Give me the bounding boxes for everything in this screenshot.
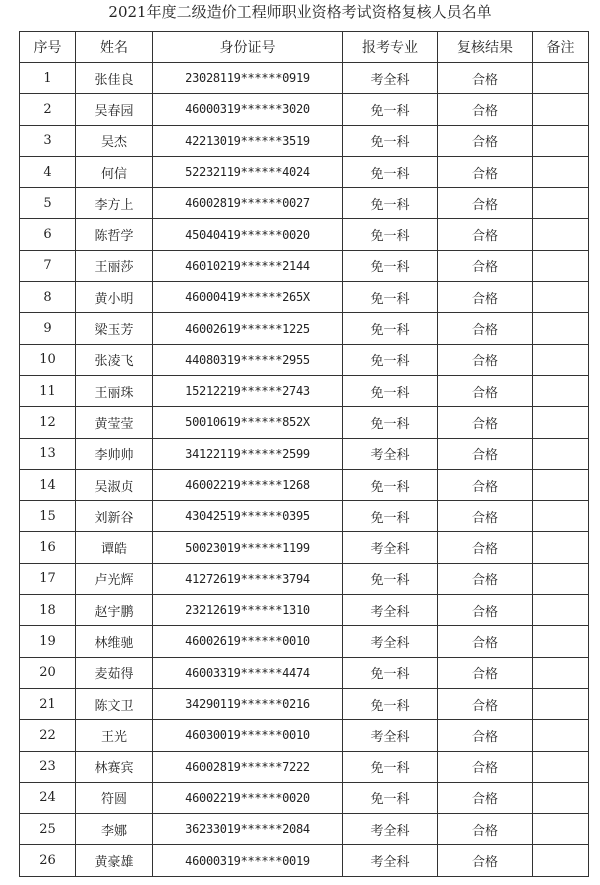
cell-remarks [533,156,589,187]
cell-index: 6 [20,219,76,250]
table-row [20,156,589,187]
cell-name: 吴春园 [76,94,153,125]
table-row [20,188,589,219]
table-row [20,688,589,719]
cell-review-result: 合格 [438,469,533,500]
cell-name: 黄小明 [76,282,153,313]
table-row [20,782,589,813]
cell-name: 王光 [76,720,153,751]
cell-remarks [533,469,589,500]
cell-id-number: 41272619******3794 [153,563,343,594]
cell-index: 10 [20,344,76,375]
cell-exam-type: 免一科 [343,188,438,219]
cell-remarks [533,751,589,782]
cell-name: 吴淑贞 [76,469,153,500]
cell-name: 谭皓 [76,532,153,563]
cell-name: 李帅帅 [76,438,153,469]
cell-review-result: 合格 [438,720,533,751]
cell-exam-type: 免一科 [343,657,438,688]
cell-index: 25 [20,814,76,845]
cell-id-number: 50010619******852X [153,407,343,438]
cell-name: 李娜 [76,814,153,845]
cell-exam-type: 免一科 [343,94,438,125]
cell-index: 17 [20,563,76,594]
cell-id-number: 46002219******1268 [153,469,343,500]
cell-id-number: 34290119******0216 [153,688,343,719]
cell-name: 符圆 [76,782,153,813]
cell-index: 11 [20,375,76,406]
cell-name: 梁玉芳 [76,313,153,344]
table-row [20,94,589,125]
cell-review-result: 合格 [438,375,533,406]
table-row [20,125,589,156]
header-index: 序号 [20,32,76,63]
cell-index: 5 [20,188,76,219]
cell-review-result: 合格 [438,156,533,187]
cell-remarks [533,501,589,532]
cell-exam-type: 考全科 [343,532,438,563]
cell-review-result: 合格 [438,94,533,125]
cell-review-result: 合格 [438,344,533,375]
cell-review-result: 合格 [438,438,533,469]
cell-remarks [533,188,589,219]
cell-review-result: 合格 [438,782,533,813]
document-title: 2021年度二级造价工程师职业资格考试资格复核人员名单 [108,3,492,21]
cell-index: 2 [20,94,76,125]
cell-name: 卢光辉 [76,563,153,594]
cell-id-number: 45040419******0020 [153,219,343,250]
cell-name: 麦茹得 [76,657,153,688]
cell-review-result: 合格 [438,313,533,344]
cell-id-number: 23212619******1310 [153,595,343,626]
cell-index: 20 [20,657,76,688]
cell-id-number: 46002819******7222 [153,751,343,782]
cell-id-number: 46000319******0019 [153,845,343,876]
cell-name: 李方上 [76,188,153,219]
cell-id-number: 46030019******0010 [153,720,343,751]
cell-remarks [533,595,589,626]
cell-index: 14 [20,469,76,500]
cell-id-number: 46003319******4474 [153,657,343,688]
cell-exam-type: 免一科 [343,219,438,250]
cell-id-number: 34122119******2599 [153,438,343,469]
cell-review-result: 合格 [438,63,533,94]
cell-exam-type: 免一科 [343,469,438,500]
table-row [20,595,589,626]
cell-remarks [533,63,589,94]
cell-remarks [533,125,589,156]
cell-exam-type: 考全科 [343,595,438,626]
table-row [20,720,589,751]
cell-remarks [533,657,589,688]
cell-review-result: 合格 [438,250,533,281]
cell-name: 吴杰 [76,125,153,156]
cell-index: 4 [20,156,76,187]
cell-exam-type: 免一科 [343,250,438,281]
cell-id-number: 46002619******1225 [153,313,343,344]
cell-exam-type: 考全科 [343,720,438,751]
cell-remarks [533,688,589,719]
cell-index: 8 [20,282,76,313]
cell-name: 何信 [76,156,153,187]
cell-id-number: 46010219******2144 [153,250,343,281]
table-row [20,845,589,876]
cell-review-result: 合格 [438,688,533,719]
cell-index: 21 [20,688,76,719]
cell-review-result: 合格 [438,219,533,250]
table-row [20,250,589,281]
cell-exam-type: 免一科 [343,751,438,782]
cell-name: 刘新谷 [76,501,153,532]
cell-index: 3 [20,125,76,156]
review-list-table [19,31,589,877]
cell-name: 陈哲学 [76,219,153,250]
table-row [20,532,589,563]
cell-exam-type: 免一科 [343,688,438,719]
cell-remarks [533,782,589,813]
table-row [20,63,589,94]
cell-exam-type: 免一科 [343,501,438,532]
cell-exam-type: 免一科 [343,125,438,156]
cell-index: 13 [20,438,76,469]
table-header-row [20,32,589,63]
cell-review-result: 合格 [438,501,533,532]
cell-name: 黄豪雄 [76,845,153,876]
cell-exam-type: 考全科 [343,626,438,657]
cell-name: 陈文卫 [76,688,153,719]
cell-exam-type: 免一科 [343,563,438,594]
cell-remarks [533,626,589,657]
cell-remarks [533,407,589,438]
table-row [20,469,589,500]
cell-id-number: 46002819******0027 [153,188,343,219]
cell-index: 26 [20,845,76,876]
cell-index: 7 [20,250,76,281]
cell-index: 22 [20,720,76,751]
cell-index: 23 [20,751,76,782]
cell-id-number: 46000319******3020 [153,94,343,125]
cell-review-result: 合格 [438,595,533,626]
cell-exam-type: 考全科 [343,63,438,94]
cell-review-result: 合格 [438,845,533,876]
cell-exam-type: 免一科 [343,407,438,438]
cell-remarks [533,720,589,751]
table-row [20,219,589,250]
cell-id-number: 42213019******3519 [153,125,343,156]
header-review-result: 复核结果 [438,32,533,63]
cell-id-number: 36233019******2084 [153,814,343,845]
cell-id-number: 46002619******0010 [153,626,343,657]
cell-id-number: 50023019******1199 [153,532,343,563]
cell-review-result: 合格 [438,751,533,782]
cell-name: 张佳良 [76,63,153,94]
table-row [20,563,589,594]
cell-remarks [533,282,589,313]
cell-review-result: 合格 [438,657,533,688]
cell-index: 19 [20,626,76,657]
header-remarks: 备注 [533,32,589,63]
table-row [20,501,589,532]
cell-id-number: 52232119******4024 [153,156,343,187]
cell-index: 24 [20,782,76,813]
cell-remarks [533,375,589,406]
cell-exam-type: 免一科 [343,282,438,313]
cell-id-number: 43042519******0395 [153,501,343,532]
cell-name: 黄莹莹 [76,407,153,438]
cell-remarks [533,532,589,563]
table-row [20,375,589,406]
cell-id-number: 46000419******265X [153,282,343,313]
cell-id-number: 15212219******2743 [153,375,343,406]
cell-remarks [533,344,589,375]
table-row [20,751,589,782]
cell-id-number: 46002219******0020 [153,782,343,813]
cell-review-result: 合格 [438,407,533,438]
cell-review-result: 合格 [438,626,533,657]
table-row [20,313,589,344]
cell-exam-type: 考全科 [343,845,438,876]
cell-name: 林赛宾 [76,751,153,782]
cell-name: 王丽莎 [76,250,153,281]
header-id-number: 身份证号 [153,32,343,63]
cell-review-result: 合格 [438,563,533,594]
cell-name: 王丽珠 [76,375,153,406]
cell-review-result: 合格 [438,282,533,313]
cell-index: 15 [20,501,76,532]
cell-index: 12 [20,407,76,438]
cell-review-result: 合格 [438,532,533,563]
cell-exam-type: 免一科 [343,313,438,344]
cell-review-result: 合格 [438,188,533,219]
cell-index: 9 [20,313,76,344]
cell-name: 赵宇鹏 [76,595,153,626]
cell-remarks [533,313,589,344]
cell-remarks [533,219,589,250]
cell-exam-type: 考全科 [343,438,438,469]
cell-index: 1 [20,63,76,94]
cell-remarks [533,814,589,845]
cell-exam-type: 免一科 [343,375,438,406]
cell-remarks [533,845,589,876]
cell-review-result: 合格 [438,125,533,156]
cell-exam-type: 考全科 [343,814,438,845]
cell-exam-type: 免一科 [343,782,438,813]
cell-exam-type: 免一科 [343,344,438,375]
table-row [20,657,589,688]
cell-index: 18 [20,595,76,626]
table-row [20,626,589,657]
cell-remarks [533,563,589,594]
cell-index: 16 [20,532,76,563]
table-row [20,407,589,438]
header-name: 姓名 [76,32,153,63]
cell-id-number: 44080319******2955 [153,344,343,375]
header-exam-type: 报考专业 [343,32,438,63]
cell-remarks [533,438,589,469]
cell-name: 张凌飞 [76,344,153,375]
cell-name: 林维驰 [76,626,153,657]
table-row [20,282,589,313]
cell-remarks [533,94,589,125]
table-row [20,438,589,469]
table-row [20,814,589,845]
table-row [20,344,589,375]
cell-id-number: 23028119******0919 [153,63,343,94]
cell-remarks [533,250,589,281]
cell-review-result: 合格 [438,814,533,845]
cell-exam-type: 免一科 [343,156,438,187]
